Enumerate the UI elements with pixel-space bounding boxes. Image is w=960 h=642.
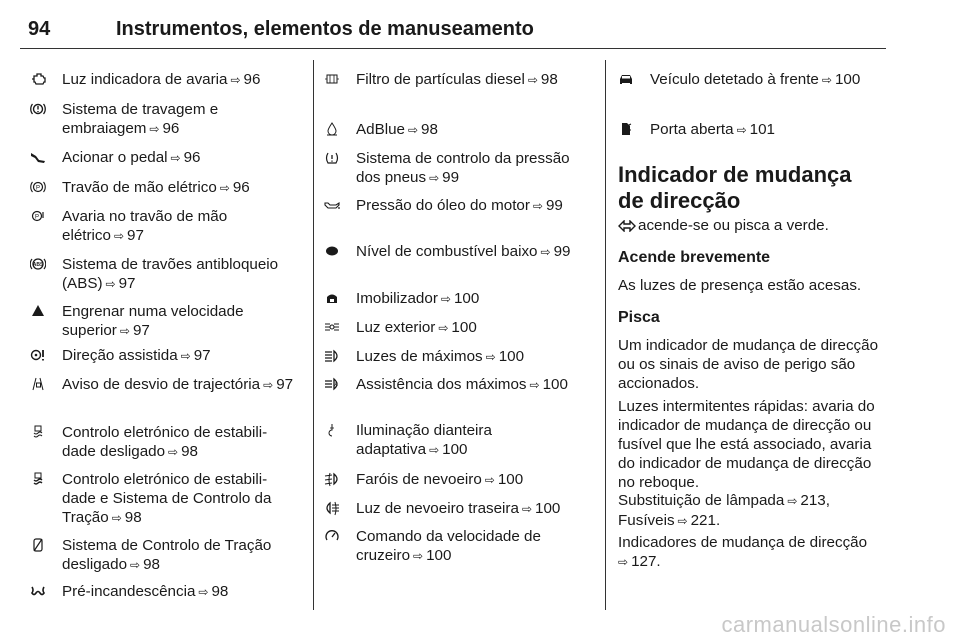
entry-text [650, 120, 886, 140]
page-ref-link[interactable]: ⇨ 98 [405, 121, 438, 138]
page-ref-link[interactable]: ⇨ 97 [117, 322, 150, 339]
page-ref-link[interactable]: ⇨ 213 [784, 492, 825, 509]
glow-plug-icon [30, 582, 62, 602]
entry-text [356, 196, 588, 216]
entry-label: Sistema de Controlo de Tração desligado [62, 537, 272, 573]
entry-label: Comando da velocidade de cruzeiro [356, 528, 541, 564]
ref-text-indicadores: Indicadores de mudança de direcção [618, 534, 868, 551]
parking-brake-icon [30, 178, 62, 198]
entry-text [356, 421, 588, 460]
entry-label: Iluminação dianteira adaptativa [356, 422, 492, 458]
vehicle-ahead-icon [618, 70, 650, 90]
list-item [324, 470, 588, 490]
turn-signal-icon [618, 218, 638, 237]
entry-label: Acionar o pedal [62, 149, 168, 166]
list-item [324, 347, 588, 367]
page-header [20, 10, 886, 44]
page-ref-link[interactable]: ⇨ 100 [527, 376, 568, 393]
entry-text [62, 178, 296, 198]
list-item [324, 318, 588, 338]
entry-label: Veículo detetado à frente [650, 71, 819, 88]
adblue-icon [324, 120, 356, 140]
abs-icon [30, 255, 62, 294]
page-ref-link[interactable]: ⇨ 100 [426, 441, 467, 458]
entry-text [62, 582, 296, 602]
list-item [324, 375, 588, 395]
list-item [30, 470, 296, 528]
entry-text [650, 70, 886, 90]
list-item [324, 242, 588, 262]
page-ref-link[interactable]: ⇨ 100 [483, 348, 524, 365]
turn-signal-intro [618, 216, 888, 237]
list-item [324, 196, 588, 216]
entry-text [62, 100, 296, 139]
entry-text [62, 375, 296, 395]
paragraph-pisca-4: Indicadores de mudança de direcção ⇨ 127. [618, 533, 890, 572]
list-item [30, 423, 296, 462]
upshift-icon [30, 302, 62, 341]
entry-text [62, 255, 296, 294]
list-item [30, 346, 296, 366]
page-ref-link[interactable]: ⇨ 98 [165, 443, 198, 460]
entry-label: Imobilizador [356, 290, 438, 307]
list-item [324, 527, 588, 566]
entry-label: Faróis de nevoeiro [356, 471, 482, 488]
entry-text [356, 289, 588, 309]
pedal-icon [30, 148, 62, 168]
entry-label: Direção assistida [62, 347, 178, 364]
page-ref-link[interactable]: ⇨ 127 [615, 553, 656, 570]
paragraph-pisca-3: Substituição de lâmpada⇨ 213, Fusíveis⇨ 221. [618, 491, 890, 531]
page-ref-link[interactable]: ⇨ 99 [538, 243, 571, 260]
entry-label: Luz de nevoeiro traseira [356, 500, 519, 517]
entry-text [62, 470, 296, 528]
ref-text-fusiveis: Fusíveis [618, 512, 675, 529]
page-ref-link[interactable]: ⇨ 100 [435, 319, 476, 336]
adaptive-light-icon [324, 421, 356, 460]
entry-label: Nível de combustível baixo [356, 243, 538, 260]
entry-text [62, 536, 296, 575]
column-divider-1 [313, 60, 314, 610]
entry-text [356, 318, 588, 338]
diesel-filter-icon [324, 70, 356, 90]
page-ref-link[interactable]: ⇨ 97 [111, 227, 144, 244]
list-item [324, 289, 588, 309]
entry-label: Travão de mão elétrico [62, 179, 217, 196]
page-ref-link[interactable]: ⇨ 100 [482, 471, 523, 488]
subheading-acende: Acende brevemente [618, 249, 771, 266]
entry-text [356, 242, 588, 262]
page-ref-link[interactable]: ⇨ 96 [146, 120, 179, 137]
list-item [30, 70, 296, 90]
list-item [30, 536, 296, 575]
entry-text [356, 347, 588, 367]
entry-text [356, 149, 588, 188]
entry-label: Pré-incandescência [62, 583, 196, 600]
entry-label: Controlo eletrónico de estabili-dade e Sistema de Controlo da Tração [62, 471, 272, 526]
entry-text [62, 207, 296, 246]
page-ref-link[interactable]: ⇨ 98 [109, 509, 142, 526]
entry-text [356, 499, 588, 519]
list-item [324, 499, 588, 519]
entry-label: Assistência dos máximos [356, 376, 527, 393]
page-ref-link[interactable]: ⇨ 221 [675, 512, 716, 529]
rear-fog-icon [324, 499, 356, 519]
tyre-pressure-icon [324, 149, 356, 188]
header-rule [20, 48, 886, 49]
entry-label: Filtro de partículas diesel [356, 71, 525, 88]
watermark: carmanualsonline.info [721, 612, 946, 637]
entry-label: Luzes de máximos [356, 348, 483, 365]
entry-label: AdBlue [356, 121, 405, 138]
entry-label: Avaria no travão de mão elétrico [62, 208, 228, 244]
paragraph-pisca-1: Um indicador de mudança de direcção ou os sinais de aviso de perigo são accionados. [618, 337, 879, 392]
list-item [30, 255, 296, 294]
list-item [324, 149, 588, 188]
page-ref-link[interactable]: ⇨ 99 [530, 197, 563, 214]
high-beam-assist-icon [324, 375, 356, 395]
immobiliser-icon [324, 289, 356, 309]
entry-text [356, 120, 588, 140]
list-item [30, 375, 296, 395]
list-item [30, 302, 296, 341]
entry-text [62, 423, 296, 462]
cruise-control-icon [324, 527, 356, 566]
page-ref-link[interactable]: ⇨ 96 [168, 149, 201, 166]
list-item [324, 120, 588, 140]
entry-text [356, 527, 588, 566]
list-item [324, 421, 588, 460]
oil-pressure-icon [324, 196, 356, 216]
entry-text [356, 375, 588, 395]
entry-text [62, 70, 296, 90]
page-ref-link[interactable]: ⇨ 101 [734, 121, 775, 138]
page-ref-link[interactable]: ⇨ 98 [127, 556, 160, 573]
front-fog-icon [324, 470, 356, 490]
page-number: 94 [28, 18, 51, 40]
page-ref-link[interactable]: ⇨ 96 [227, 71, 260, 88]
door-open-icon [618, 120, 650, 140]
page-ref-link[interactable]: ⇨ 97 [103, 275, 136, 292]
page-ref-link[interactable]: ⇨ 98 [525, 71, 558, 88]
page-title: Instrumentos, elementos de manuseamento [116, 18, 534, 40]
page-ref-link[interactable]: ⇨ 100 [819, 71, 860, 88]
entry-label: Sistema de travagem e embraiagem [62, 101, 219, 137]
brake-system-icon [30, 100, 62, 139]
entry-label: Sistema de travões antibloqueio (ABS) [62, 256, 279, 292]
page-ref-link[interactable]: ⇨ 97 [260, 376, 293, 393]
esc-off-icon [30, 423, 62, 462]
svg-text:P: P [34, 214, 40, 221]
column-divider-2 [605, 60, 606, 610]
svg-text:ABS: ABS [32, 262, 44, 268]
esc-icon [30, 470, 62, 528]
intro-text: acende-se ou pisca a verde. [638, 217, 829, 234]
entry-text [62, 346, 296, 366]
exterior-light-icon [324, 318, 356, 338]
entry-label: Controlo eletrónico de estabili-dade desligado [62, 424, 268, 460]
entry-label: Luz exterior [356, 319, 436, 336]
list-item [30, 100, 296, 139]
entry-label: Aviso de desvio de trajectória [62, 376, 261, 393]
parking-brake-fault-icon [30, 207, 62, 246]
entry-label: Pressão do óleo do motor [356, 197, 530, 214]
page-ref-link[interactable]: ⇨ 99 [426, 169, 459, 186]
entry-label: Sistema de controlo da pressão dos pneus [356, 150, 570, 186]
subheading-pisca: Pisca [618, 309, 660, 326]
fuel-level-icon [324, 242, 356, 262]
entry-text [62, 302, 296, 341]
entry-text [62, 148, 296, 168]
entry-label: Porta aberta [650, 121, 734, 138]
page-ref-link[interactable]: ⇨ 96 [217, 179, 250, 196]
list-item [30, 178, 296, 198]
list-item [324, 70, 588, 90]
list-item [618, 120, 886, 140]
page-ref-link[interactable]: ⇨ 100 [519, 500, 560, 517]
high-beam-icon [324, 347, 356, 367]
page-ref-link[interactable]: ⇨ 100 [438, 290, 479, 307]
list-item [618, 70, 886, 90]
list-item [30, 207, 296, 246]
ref-text-lampada: Substituição de lâmpada [618, 492, 785, 509]
list-item [30, 582, 296, 602]
page-ref-link[interactable]: ⇨ 100 [410, 547, 451, 564]
page-ref-link[interactable]: ⇨ 97 [178, 347, 211, 364]
svg-text:A: A [334, 382, 338, 388]
entry-text [356, 70, 588, 90]
svg-text:P: P [35, 185, 41, 192]
entry-label: Luz indicadora de avaria [62, 71, 228, 88]
entry-label: Engrenar numa velocidade superior [62, 303, 244, 339]
power-steering-icon [30, 346, 62, 366]
entry-text [356, 470, 588, 490]
traction-off-icon [30, 536, 62, 575]
section-title: Indicador de mudança de direcção [618, 162, 852, 213]
paragraph-acende: As luzes de presença estão acesas. [618, 277, 862, 294]
page-ref-link[interactable]: ⇨ 98 [195, 583, 228, 600]
engine-check-icon [30, 70, 62, 90]
paragraph-pisca-2: Luzes intermitentes rápidas: avaria do indicador de mudança de direcção ou fusível que lhe está associado, avaria do indicador de mudança de direcção no reboque. [618, 398, 875, 491]
list-item [30, 148, 296, 168]
lane-departure-icon [30, 375, 62, 395]
